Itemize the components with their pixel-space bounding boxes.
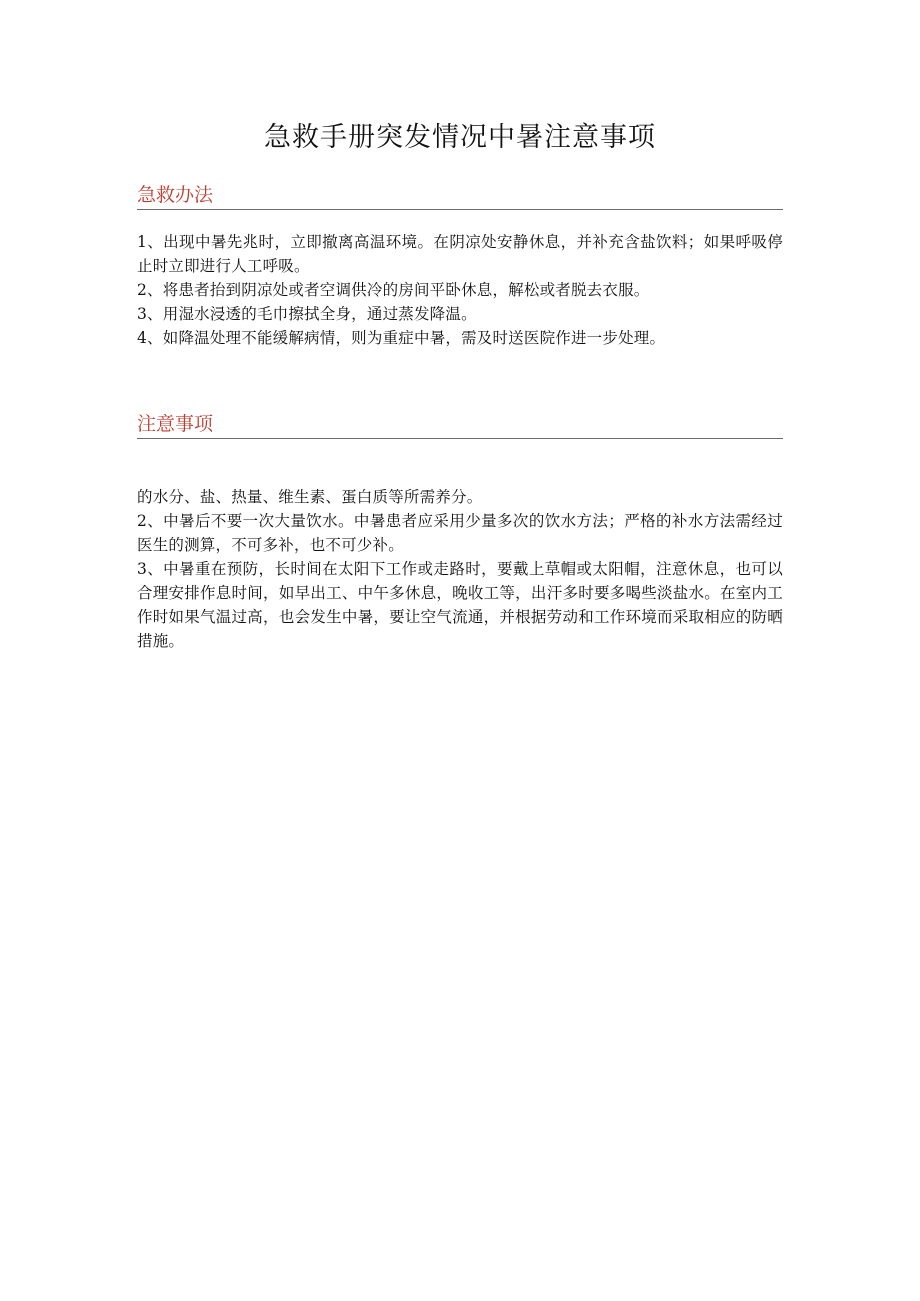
section-body-first-aid	[137, 230, 783, 350]
paragraph: 4、如降温处理不能缓解病情，则为重症中暑，需及时送医院作进一步处理。	[137, 329, 666, 347]
paragraph: 的水分、盐、热量、维生素、蛋白质等所需养分。	[137, 488, 483, 506]
paragraph: 2、中暑后不要一次大量饮水。中暑患者应采用少量多次的饮水方法；严格的补水方法需经过医生的测算，不可多补，也不可少补。	[137, 512, 783, 554]
paragraph: 3、中暑重在预防，长时间在太阳下工作或走路时，要戴上草帽或太阳帽，注意休息，也可以合理安排作息时间，如早出工、中午多休息，晚收工等，出汗多时要多喝些淡盐水。在室内工作时如果气温过高，也会发生中暑，要让空气流通，并根据劳动和工作环境而采取相应的防晒措施。	[137, 560, 783, 650]
paragraph: 3、用湿水浸透的毛巾擦拭全身，通过蒸发降温。	[137, 305, 477, 323]
section-precautions	[137, 411, 783, 653]
paragraph: 2、将患者抬到阴凉处或者空调供冷的房间平卧休息，解松或者脱去衣服。	[137, 281, 650, 299]
paragraph: 1、出现中暑先兆时，立即撤离高温环境。在阴凉处安静休息，并补充含盐饮料；如果呼吸停止时立即进行人工呼吸。	[137, 233, 783, 275]
section-first-aid	[137, 182, 783, 350]
section-heading-first-aid: 急救办法	[137, 182, 783, 210]
document-title: 急救手册突发情况中暑注意事项	[264, 122, 656, 153]
section-heading-precautions: 注意事项	[137, 411, 783, 439]
section-body-precautions	[137, 485, 783, 653]
